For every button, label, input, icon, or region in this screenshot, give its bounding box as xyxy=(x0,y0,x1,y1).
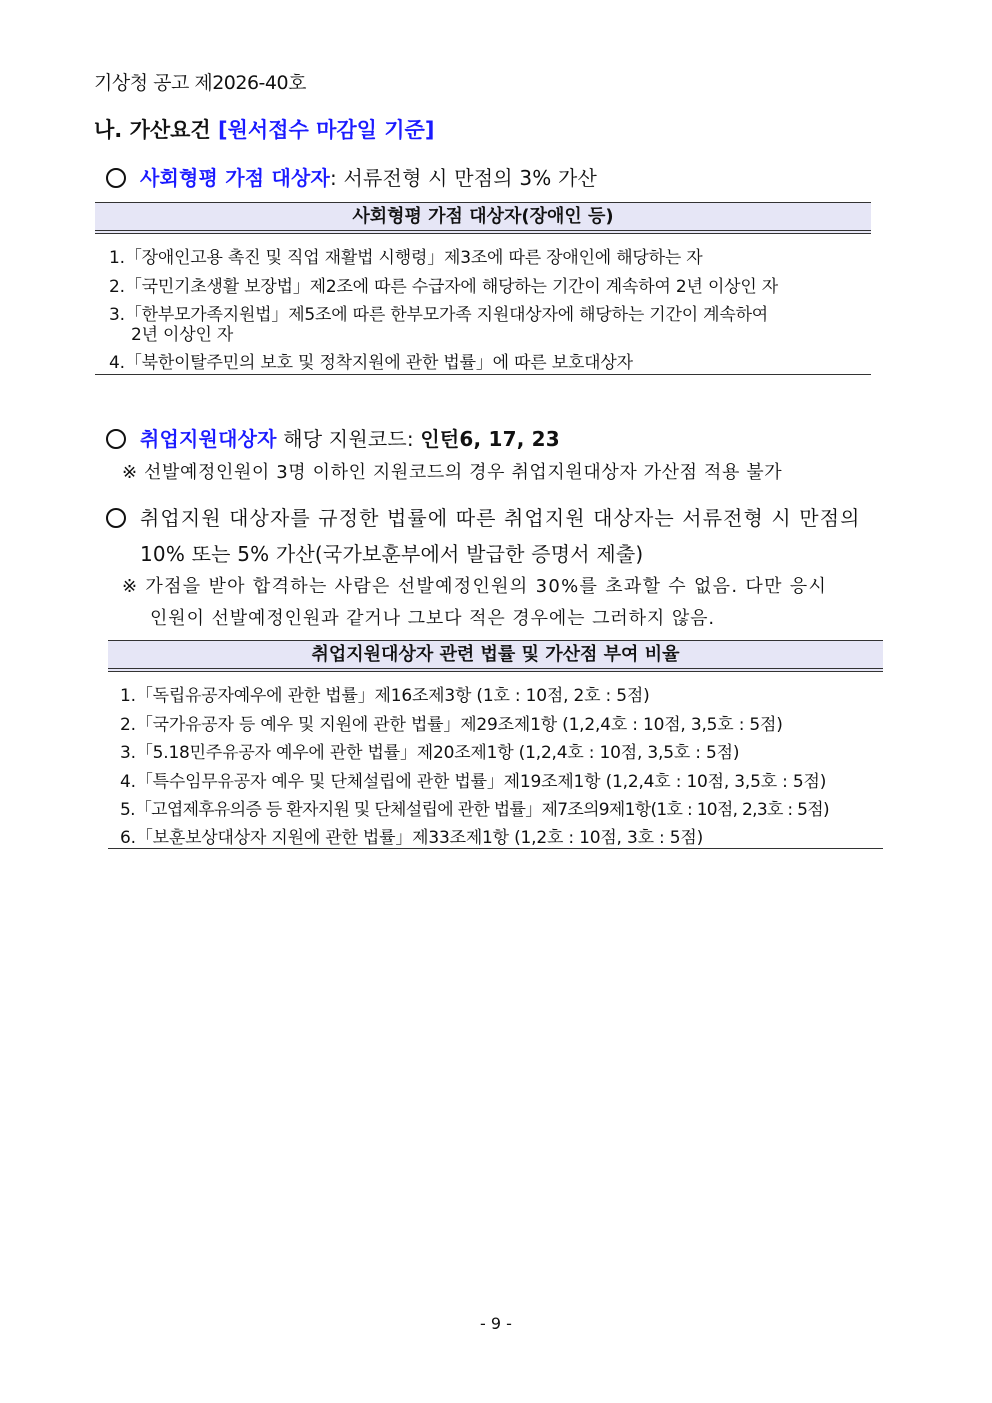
section-title-highlight: [원서접수 마감일 기준] xyxy=(218,118,435,142)
bullet-text: : 서류전형 시 만점의 3% 가산 xyxy=(330,166,598,190)
circle-bullet-icon xyxy=(106,168,126,188)
table1-row: 3.「한부모가족지원법」제5조에 따른 한부모가족 지원대상자에 해당하는 기간이 계속하여 xyxy=(109,305,769,325)
document-header: 기상청 공고 제2026-40호 xyxy=(94,72,306,94)
bullet-employment-law xyxy=(106,502,861,531)
table2-row: 1.「독립유공자예우에 관한 법률」제16조제3항 (1호 : 10점, 2호 : 5점) xyxy=(120,686,650,706)
section-title xyxy=(94,114,434,144)
table1-row-continuation: 2년 이상인 자 xyxy=(131,325,234,345)
table2-body xyxy=(108,672,883,849)
section-title-prefix: 나. 가산요건 xyxy=(94,118,219,142)
table1-row: 4.「북한이탈주민의 보호 및 정착지원에 관한 법률」에 따른 보호대상자 xyxy=(109,353,633,373)
table1-title: 사회형평 가점 대상자(장애인 등) xyxy=(95,202,871,234)
table2-row: 2.「국가유공자 등 예우 및 지원에 관한 법률」제29조제1항 (1,2,4호 : 10점, 3,5호 : 5점) xyxy=(120,715,783,735)
note-limit-line2: 인원이 선발예정인원과 같거나 그보다 적은 경우에는 그러하지 않음. xyxy=(150,608,716,629)
table2-row: 6.「보훈보상대상자 지원에 관한 법률」제33조제1항 (1,2호 : 10점, 3호 : 5점) xyxy=(120,828,704,848)
table2-row: 3.「5.18민주유공자 예우에 관한 법률」제20조제1항 (1,2,4호 : 10점, 3,5호 : 5점) xyxy=(120,743,740,763)
bullet-text: 해당 지원코드: xyxy=(276,427,421,451)
bullet-social-equity xyxy=(106,162,597,191)
table2-title: 취업지원대상자 관련 법률 및 가산점 부여 비율 xyxy=(108,640,883,672)
table2-row: 5.「고엽제후유의증 등 환자지원 및 단체설립에 관한 법률」제7조의9제1항(1호 : 10점, 2,3호 : 5점) xyxy=(120,800,829,820)
bullet-highlight: 사회형평 가점 대상자 xyxy=(140,166,331,190)
circle-bullet-icon xyxy=(106,508,126,528)
note-limit-line1: ※ 가점을 받아 합격하는 사람은 선발예정인원의 30%를 초과할 수 없음. 다만 응시 xyxy=(122,576,828,597)
bullet-text-line2: 10% 또는 5% 가산(국가보훈부에서 발급한 증명서 제출) xyxy=(140,542,644,566)
table1-body xyxy=(95,234,871,375)
bullet-employment-support xyxy=(106,423,560,452)
table2-row: 4.「특수임무유공자 예우 및 단체설립에 관한 법률」제19조제1항 (1,2,4호 : 10점, 3,5호 : 5점) xyxy=(120,772,827,792)
table1-row: 2.「국민기초생활 보장법」제2조에 따른 수급자에 해당하는 기간이 계속하여 2년 이상인 자 xyxy=(109,277,779,297)
note-support-code: ※ 선발예정인원이 3명 이하인 지원코드의 경우 취업지원대상자 가산점 적용 불가 xyxy=(122,462,783,483)
table1-row: 1.「장애인고용 촉진 및 직업 재활법 시행령」제3조에 따른 장애인에 해당하는 자 xyxy=(109,248,703,268)
bullet-highlight: 취업지원대상자 xyxy=(140,427,277,451)
bullet-text-line1: 취업지원 대상자를 규정한 법률에 따른 취업지원 대상자는 서류전형 시 만점의 xyxy=(140,506,861,530)
page-number: - 9 - xyxy=(480,1314,512,1333)
support-codes: 인턴6, 17, 23 xyxy=(420,427,560,451)
circle-bullet-icon xyxy=(106,429,126,449)
